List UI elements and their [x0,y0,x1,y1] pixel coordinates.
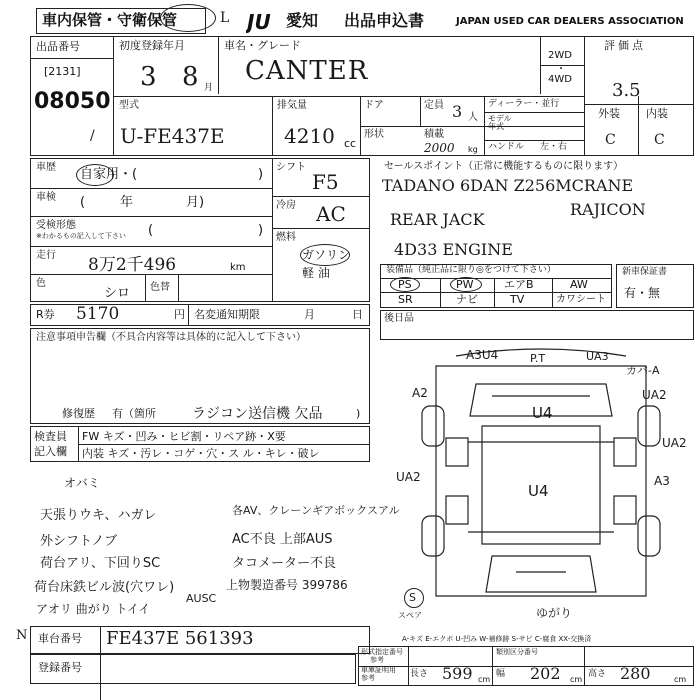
r-ticket-label: R券 [36,308,55,321]
post-process-box [380,310,694,340]
model-year-label: モデル 年式 [488,114,512,132]
mark-right-ua2: UA2 [642,388,667,402]
interior-value: C [654,132,665,148]
mark-right-a3: A3 [654,474,670,488]
ju-logo [246,9,284,33]
height-value: 280 [620,664,651,683]
color-value: シロ [104,286,131,301]
equip-tv: TV [510,293,525,306]
mark-ua3: UA3 [586,350,609,363]
inspection-month: 月) [186,195,205,210]
drive-2wd: 2WD [548,50,572,61]
wheel-rear-right [638,516,660,556]
load-label: 積載 [424,129,444,140]
handle-options: 左・右 [540,142,568,152]
first-reg-label: 初度登録年月 [119,39,185,52]
repair-detail: ラジコン送信機 欠品 [192,406,323,422]
ac-label: 冷房 [276,200,296,211]
inspector-note-10: アオリ 曲がり トイイ [36,602,151,616]
shift-value: F5 [312,170,339,194]
height-label: 高さ [588,669,607,679]
mark-left-ua2: UA2 [396,470,421,484]
ref-label-1: 参考 [370,656,384,664]
inspector-note-7: タコメーター不良 [232,556,337,571]
svg-text:JU: JU [247,10,271,33]
capacity-value: 3 [452,102,463,121]
history-close: ) [258,167,264,182]
lot-small: [2131] [44,65,81,78]
equip-sr: SR [398,293,413,306]
inspector-note-2: 天張りウキ、ハガレ [40,508,157,523]
selling-line-2: REAR JACK [390,210,485,229]
drive-dot: ・ [556,64,566,75]
fuel-value: ガソリン 軽 油 [302,248,351,280]
truck-outline [436,366,646,596]
capacity-label: 定員 [424,100,444,111]
load-unit: kg [468,145,478,154]
r-ticket-unit: 円 [174,308,185,321]
r-ticket-value: 5170 [76,304,120,324]
doc-title: 出品申込書 [344,11,425,30]
height-cm: cm [674,675,687,684]
grade-value: 3.5 [612,80,641,101]
first-reg-year: 3 [140,62,157,92]
repair-label: 修復歴 [62,407,95,420]
warranty-value: 有・無 [624,286,661,300]
fuel-circle [300,244,350,266]
shape-label: 形状 [364,129,384,140]
storage-mark: L [220,10,230,26]
inspector-row-2: 内装 キズ・汚レ・コゲ・穴・ス ル・キレ・破レ [82,447,320,460]
displacement-label: 排気量 [277,100,307,111]
chassis-label: 車台番号 [38,632,82,645]
lot-label: 出品番号 [36,40,80,53]
damage-legend: A-キズ E-エクボ U-凹み W-補修跡 S-サビ C-腐食 XX-交換済 [402,635,592,643]
reg-label: 登録番号 [38,661,82,674]
inspector-note-3: 各AV、クレーンギアボックスアル [232,504,400,517]
history-label: 車歴 [36,162,56,173]
form-label: 形式指定番号 [361,648,403,656]
inspector-note-11: AUSC [186,592,217,605]
wheel-front-left [422,406,444,446]
spare-circle-mark: S [409,591,416,604]
name-grade-label: 車名・グレード [224,39,301,52]
displacement-value: 4210 [284,124,335,148]
inspector-note-9: 上物製造番号 399786 [226,578,348,592]
mark-top-right: カバ-A [626,364,660,377]
notice-label: 名変通知期限 [194,308,260,321]
org-name: 愛知 [286,11,319,30]
width-cm: cm [570,675,583,684]
equip-ps: PS [398,278,412,291]
mileage-label: 走行 [36,250,56,261]
lot-mark: / [90,128,95,144]
inspection-open: ( [80,195,86,210]
drive-4wd: 4WD [548,74,572,85]
chassis-mark: N [16,628,28,643]
selling-points-label: セールスポイント（正常に機能するものに限ります） [384,161,624,172]
inspector-note-5: AC不良 上部AUS [232,532,333,547]
storage-label: 車内保管・守衛保管 [42,11,178,29]
inspector-note-1: オバミ [64,476,100,490]
equip-ps-circle [390,277,420,292]
mileage-unit: km [230,262,246,273]
mark-a3u4: A3U4 [466,348,499,362]
inspection-year: 年 [120,195,134,210]
notes-label: 注意事項申告欄（不具合内容等は具体的に記入して下さい） [36,332,306,343]
receipt-note: ※わかるもの記入して下さい [36,232,126,240]
storage-circle [160,4,216,32]
mark-u4-mid: U4 [528,482,549,500]
selling-line-2b: RAJICON [570,200,646,219]
inspector-note-8: 荷台床鉄ビル波(穴ワレ) [34,580,175,595]
handle-label: ハンドル [488,142,525,152]
category-label: 類別区分番号 [496,648,538,656]
association-name: JAPAN USED CAR DEALERS ASSOCIATION [456,16,684,27]
fuel-label: 燃料 [276,232,296,243]
lot-number: 08050 [34,89,111,114]
mark-pt: P.T [530,352,546,365]
receipt-open: ( [148,223,154,238]
inspector-label-1: 検査員 [34,430,67,443]
inspector-note-4: 外シフトノブ [40,534,118,549]
mark-bottom-right: ゆがり [536,606,573,620]
car-name: CANTER [245,56,369,86]
history-value: 自家用・( [80,167,138,182]
width-label: 幅 [496,669,506,679]
length-label: 長さ [410,669,429,679]
shift-label: シフト [276,162,306,173]
mark-right-ua2b: UA2 [662,436,687,450]
equipment-label: 装備品（純正品に限り◎をつけて下さい） [386,265,556,275]
equip-navi: ナビ [456,293,478,306]
equip-airbag: エアB [504,278,534,291]
model-label: 型式 [119,100,139,111]
inspector-note-6: 荷台アリ、下回りSC [40,556,161,571]
mark-u4-top: U4 [532,404,553,422]
dealer-label: ディーラー・並行 [488,99,560,109]
inspector-label-2: 記入欄 [34,445,67,458]
post-process-label: 後日品 [384,313,414,324]
selling-line-1: TADANO 6DAN Z256MCRANE [382,176,634,195]
selling-line-3: 4D33 ENGINE [394,240,513,259]
wheel-front-right [638,406,660,446]
exterior-label: 外装 [598,107,620,120]
mark-left-a2: A2 [412,386,428,400]
load-value: 2000 [424,141,455,155]
color-label: 色 [36,278,46,289]
inspection-label: 車検 [36,192,56,203]
notice-month: 月 [304,308,315,321]
ref-label-2: 車庫証明用 参考 [361,666,396,682]
chassis-value: FE437E 561393 [106,628,254,649]
interior-label: 内装 [646,107,668,120]
repair-close: ) [356,407,361,420]
width-value: 202 [530,664,561,683]
displacement-unit: cc [344,137,357,150]
equip-pw: PW [456,278,474,291]
mark-spare: スペア [398,611,422,620]
color-no-label: 色替 [150,282,170,293]
capacity-unit: 人 [468,112,478,123]
equip-kawaseat: カワシート [556,294,606,305]
warranty-label: 新車保証書 [622,267,668,277]
first-reg-month: 8 [182,62,199,92]
model-value: U-FE437E [120,124,225,148]
notice-day: 日 [352,308,363,321]
length-value: 599 [442,664,473,683]
first-reg-unit: 月 [204,83,214,93]
receipt-label: 受検形態 [36,220,76,231]
length-cm: cm [478,675,491,684]
receipt-close: ) [258,223,264,238]
exterior-value: C [605,132,616,148]
equip-aw: AW [570,278,588,291]
door-label: ドア [364,100,384,111]
ac-value: AC [316,202,346,226]
equip-pw-circle [450,277,482,292]
mileage-value: 8万2千496 [88,255,177,275]
grade-label: 評価点 [604,39,646,52]
inspector-row-1: FW キズ・凹み・ヒビ割・リペア跡・X要 [82,430,286,443]
repair-value: 有（箇所 [112,407,156,420]
wheel-rear-left [422,516,444,556]
